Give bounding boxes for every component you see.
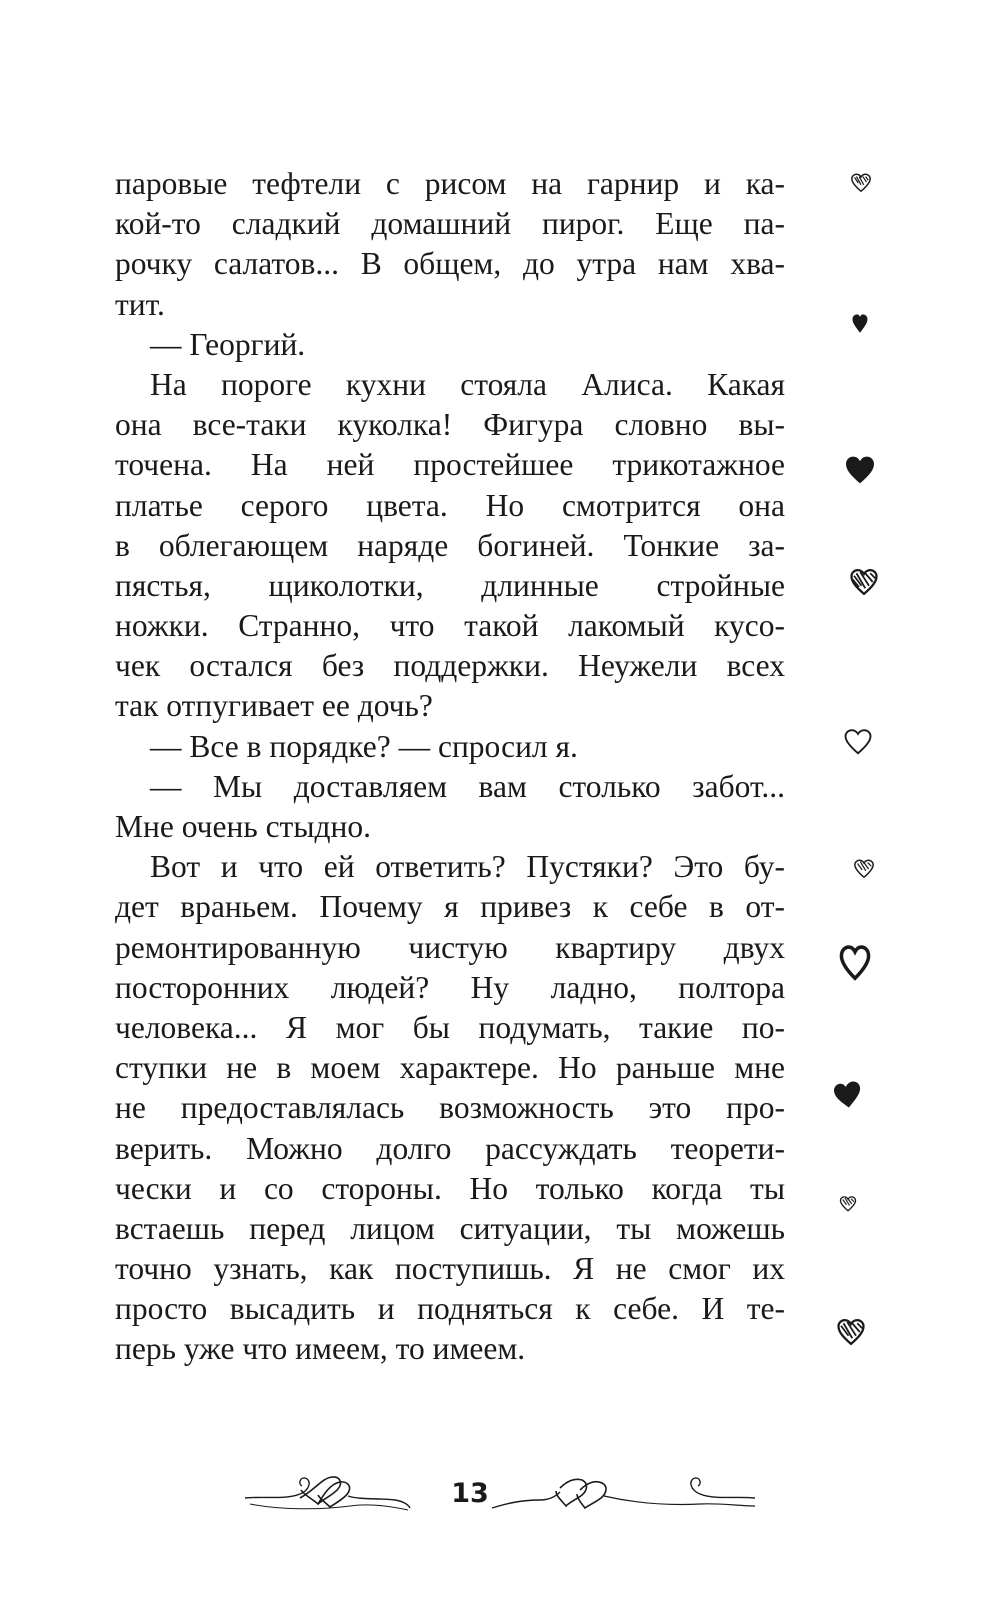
text-line: пястья, щиколотки, длинные стройные [115, 567, 785, 603]
heart-solid-large-icon [843, 454, 877, 486]
text-line: дет враньем. Почему я привез к себе в от- [115, 889, 785, 925]
heart-solid-icon [833, 1080, 863, 1110]
text-line: не предоставлялась возможность это про- [115, 1090, 785, 1126]
text-line: верить. Можно долго рассуждать теорети- [115, 1130, 785, 1166]
text-line: ступки не в моем характере. Но раньше мне [115, 1050, 785, 1086]
text-line: паровые тефтели с рисом на гарнир и ка- [115, 166, 785, 201]
page-number: 13 [451, 1478, 489, 1509]
text-line: чек остался без поддержки. Неужели всех [115, 648, 785, 684]
text-line: Вот и что ей ответить? Пустяки? Это бу- [150, 849, 785, 885]
text-line: точена. На ней простейшее трикотажное [115, 447, 785, 483]
text-line: ножки. Странно, что такой лакомый кусо- [115, 608, 785, 644]
text-line: — Мы доставляем вам столько забот... [150, 768, 785, 804]
heart-scribble-icon [838, 1195, 858, 1213]
double-heart-flourish-icon [0, 1470, 1000, 1540]
heart-scribble-icon [850, 172, 872, 194]
heart-outline-bold-icon [838, 943, 872, 981]
text-line: точно узнать, как поступишь. Я не смог их [115, 1251, 785, 1287]
text-line: На пороге кухни стояла Алиса. Какая [150, 366, 785, 402]
text-line: перь уже что имеем, то имеем. [115, 1331, 526, 1367]
heart-scribble-icon [853, 858, 875, 880]
text-line: — Георгий. [150, 326, 306, 362]
heart-solid-small-icon [851, 312, 869, 334]
text-line: чески и со стороны. Но только когда ты [115, 1170, 785, 1206]
text-line: человека... Я мог бы подумать, такие по- [115, 1009, 785, 1045]
text-line: рочку салатов... В общем, до утра нам хва- [115, 246, 785, 282]
heart-outline-icon [842, 727, 874, 757]
text-line: встаешь перед лицом ситуации, ты можешь [115, 1210, 785, 1246]
text-line: она все-таки куколка! Фигура словно вы- [115, 407, 785, 443]
text-line: тит. [115, 286, 165, 322]
text-line: платье серого цвета. Но смотрится она [115, 487, 785, 523]
body-text [115, 164, 785, 1370]
text-line: в облегающем наряде богиней. Тонкие за- [115, 527, 785, 563]
text-line: так отпугивает ее дочь? [115, 688, 433, 724]
text-line: ремонтированную чистую квартиру двух [115, 929, 785, 965]
heart-scribble-icon [848, 567, 880, 597]
heart-scribble-icon [836, 1317, 866, 1347]
text-line: кой-то сладкий домашний пирог. Еще па- [115, 206, 785, 242]
text-line: посторонних людей? Ну ладно, полтора [115, 969, 785, 1005]
text-line: просто высадить и подняться к себе. И те- [115, 1291, 785, 1327]
text-line: Мне очень стыдно. [115, 809, 371, 844]
text-line: — Все в порядке? — спросил я. [150, 728, 578, 764]
